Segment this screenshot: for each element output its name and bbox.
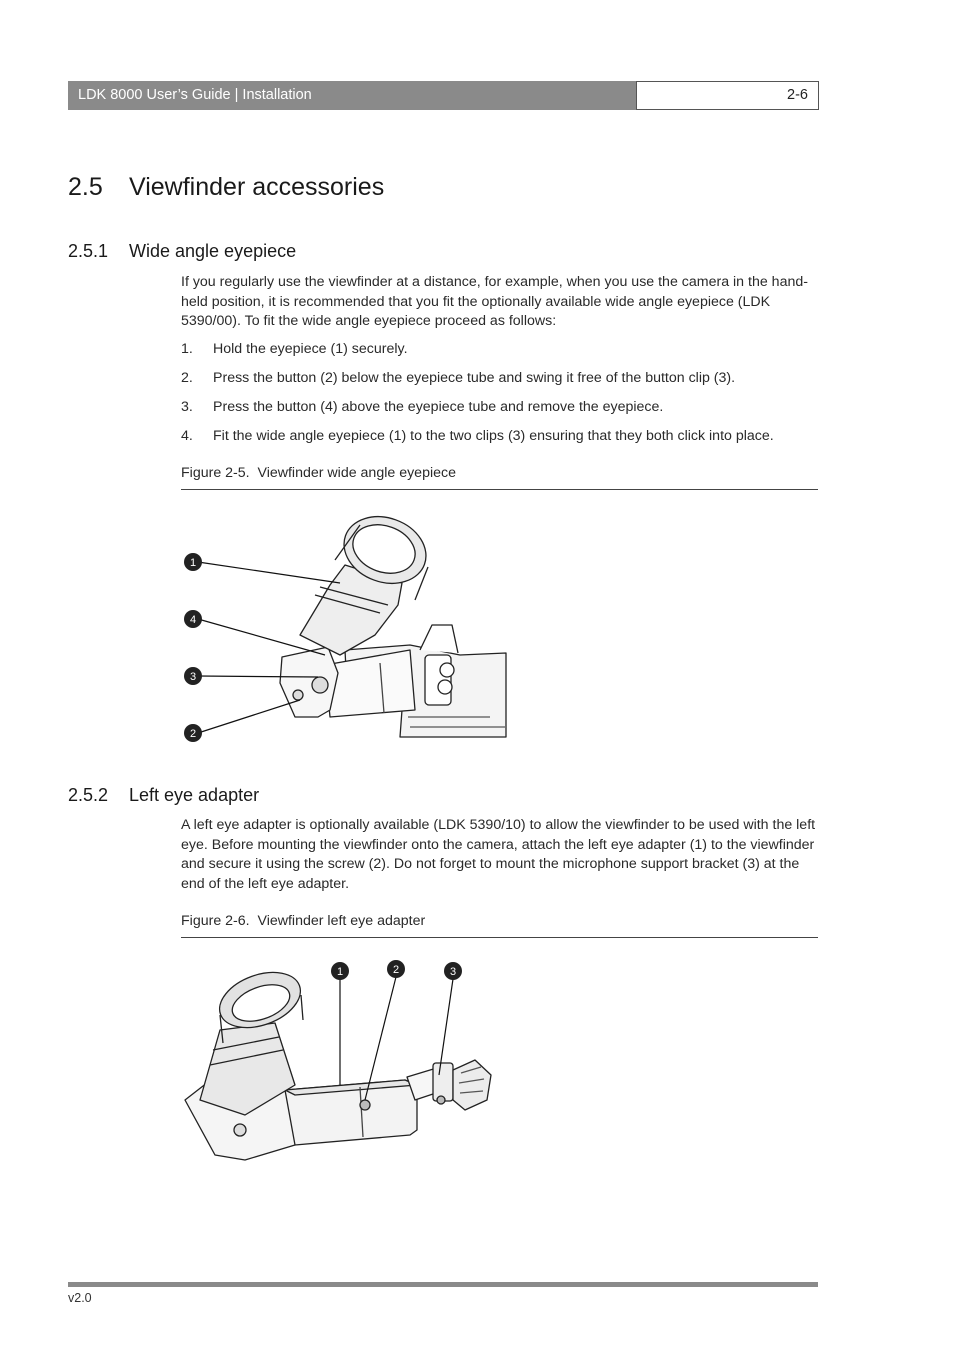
- intro-paragraph: If you regularly use the viewfinder at a distance, for example, when you use the camera in the hand-held position, it is recommended that you fit the optionally available wide angle eyepiece (LDK 5390/00). To fit the wide angle eyepiece proceed as follows:: [181, 274, 808, 329]
- list-item: 1. Hold the eyepiece (1) securely.: [181, 341, 408, 357]
- list-item: 4. Fit the wide angle eyepiece (1) to the two clips (3) ensuring that they both click into place.: [181, 428, 774, 444]
- subsection-title: Left eye adapter: [129, 785, 260, 805]
- figure-left-eye-adapter: [175, 955, 500, 1170]
- callout-label: 4: [189, 614, 197, 626]
- subsection-number: 2.5.2: [68, 785, 109, 805]
- figure-wide-angle-eyepiece: [170, 505, 515, 745]
- section-number: 2.5: [68, 173, 103, 201]
- figure-rule: [181, 489, 818, 490]
- callout-label: 3: [189, 671, 197, 683]
- list-item: 3. Press the button (4) above the eyepiece tube and remove the eyepiece.: [181, 399, 664, 415]
- subsection-heading-left-eye: [68, 785, 259, 806]
- figure-label: Figure 2-6.: [181, 913, 250, 929]
- footer-bar: [68, 1282, 818, 1287]
- callout-label: 2: [392, 964, 400, 976]
- figure-title: Viewfinder left eye adapter: [257, 913, 426, 929]
- header-page-box: [636, 81, 819, 110]
- page-number: 2-6: [787, 87, 808, 103]
- subsection-heading-wide-angle: [68, 241, 296, 262]
- subsection-title: Wide angle eyepiece: [129, 241, 297, 261]
- figure-caption: [181, 913, 425, 929]
- figure-title: Viewfinder wide angle eyepiece: [257, 465, 456, 481]
- header-title: LDK 8000 User’s Guide | Installation: [78, 87, 312, 103]
- callout-label: 2: [189, 728, 197, 740]
- figure-caption: [181, 465, 456, 481]
- callout-label: 1: [189, 557, 197, 569]
- subsection-number: 2.5.1: [68, 241, 109, 261]
- section-title: Viewfinder accessories: [129, 173, 385, 201]
- list-item: 2. Press the button (2) below the eyepiece tube and swing it free of the button clip (3).: [181, 370, 736, 386]
- footer-version: v2.0: [68, 1291, 92, 1305]
- section-heading: [68, 173, 384, 202]
- figure-rule: [181, 937, 818, 938]
- callout-label: 3: [449, 966, 457, 978]
- figure-label: Figure 2-5.: [181, 465, 250, 481]
- callout-label: 1: [336, 966, 344, 978]
- intro-paragraph: A left eye adapter is optionally available (LDK 5390/10) to allow the viewfinder to be used with the left eye. Before mounting the viewfinder onto the camera, attach the left eye adapter (1) to the viewfinder and secure it using the screw (2). Do not forget to mount the microphone support bracket (3) at the end of the left eye adapter.: [181, 817, 816, 892]
